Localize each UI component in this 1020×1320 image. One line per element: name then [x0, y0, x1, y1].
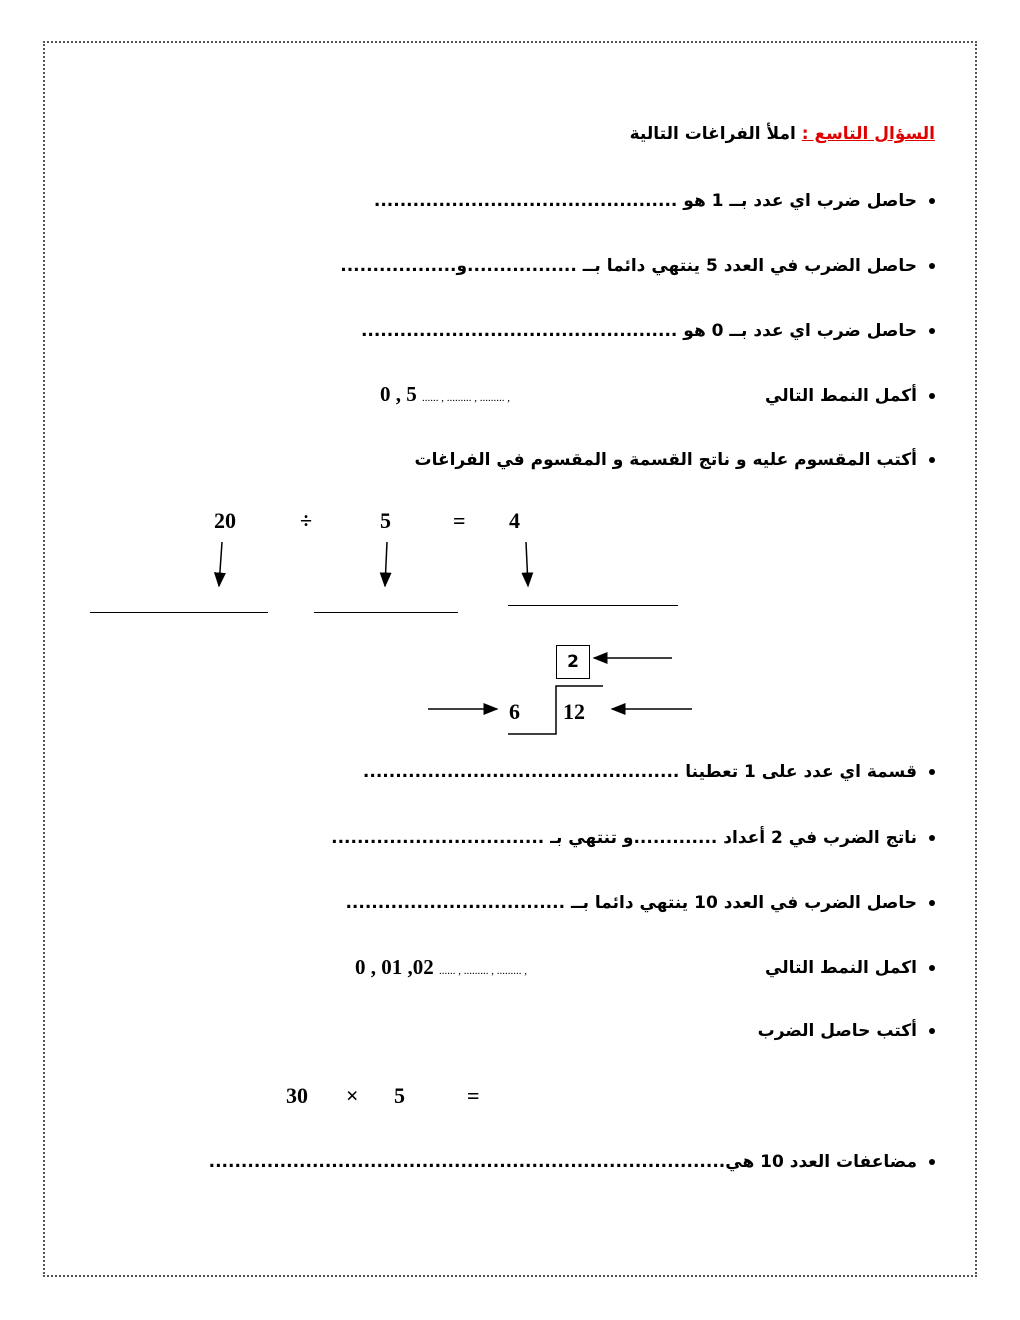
- pattern-two-values: 20, 10 , 0: [355, 955, 434, 979]
- item-text: ناتج الضرب في 2 أعداد .............و تنتهي بـ .................................: [331, 828, 917, 848]
- pattern-one-blanks: ...... , ......... , ......... ,: [422, 392, 510, 404]
- long-divisor: 6: [509, 699, 520, 724]
- arrow-down-icon: [219, 542, 222, 586]
- list-item: [758, 1021, 935, 1041]
- quotient-box: 2: [556, 645, 590, 679]
- item-text: قسمة اي عدد على 1 تعطينا .................................................: [362, 762, 917, 782]
- long-dividend: 12: [563, 699, 585, 724]
- division-bracket: [508, 686, 603, 734]
- item-text: اكمل النمط التالي: [765, 958, 917, 978]
- bullet-icon: [929, 900, 935, 906]
- item-text: حاصل ضرب اي عدد بــ 0 هو .................................................: [360, 321, 917, 341]
- pattern-one-values: 5 , 0: [380, 382, 417, 406]
- item-text: أكتب المقسوم عليه و ناتج القسمة و المقسوم في الفراغات: [414, 450, 917, 470]
- list-item: [209, 1152, 935, 1172]
- factor-a: 30: [286, 1083, 308, 1108]
- bullet-icon: [929, 1159, 935, 1165]
- equals-sign-multiply: =: [467, 1083, 480, 1108]
- list-item: [331, 828, 935, 848]
- bullet-icon: [929, 965, 935, 971]
- bullet-icon: [929, 835, 935, 841]
- times-sign: ×: [346, 1083, 359, 1108]
- question-label: السؤال التاسع :: [801, 124, 935, 144]
- list-item: [765, 958, 935, 978]
- item-text: حاصل ضرب اي عدد بــ 1 هو ...............................................: [373, 191, 917, 211]
- bullet-icon: [929, 769, 935, 775]
- arrow-down-icon: [526, 542, 528, 586]
- dividend: 20: [214, 508, 236, 533]
- list-item: [345, 893, 935, 913]
- equals-sign: =: [453, 508, 466, 533]
- item-text: حاصل الضرب في العدد 5 ينتهي دائما بــ .................و..................: [340, 256, 917, 276]
- pattern-two: [355, 955, 527, 980]
- list-item: [363, 762, 935, 782]
- arrow-down-icon: [385, 542, 387, 586]
- item-text: حاصل الضرب في العدد 10 ينتهي دائما بــ ..................................: [345, 893, 917, 913]
- factor-b: 5: [394, 1083, 405, 1108]
- bullet-icon: [929, 1028, 935, 1034]
- item-text: مضاعفات العدد 10 هي................................................................................: [208, 1152, 917, 1172]
- pattern-two-blanks: ...... , ......... , ......... ,: [439, 965, 527, 977]
- question-instruction: املأ الفراغات التالية: [629, 124, 796, 144]
- item-text: أكتب حاصل الضرب: [757, 1021, 917, 1041]
- divide-sign: ÷: [300, 508, 313, 533]
- item-text: أكمل النمط التالي: [765, 386, 917, 406]
- divisor: 5: [380, 508, 391, 533]
- quotient: 4: [509, 508, 520, 533]
